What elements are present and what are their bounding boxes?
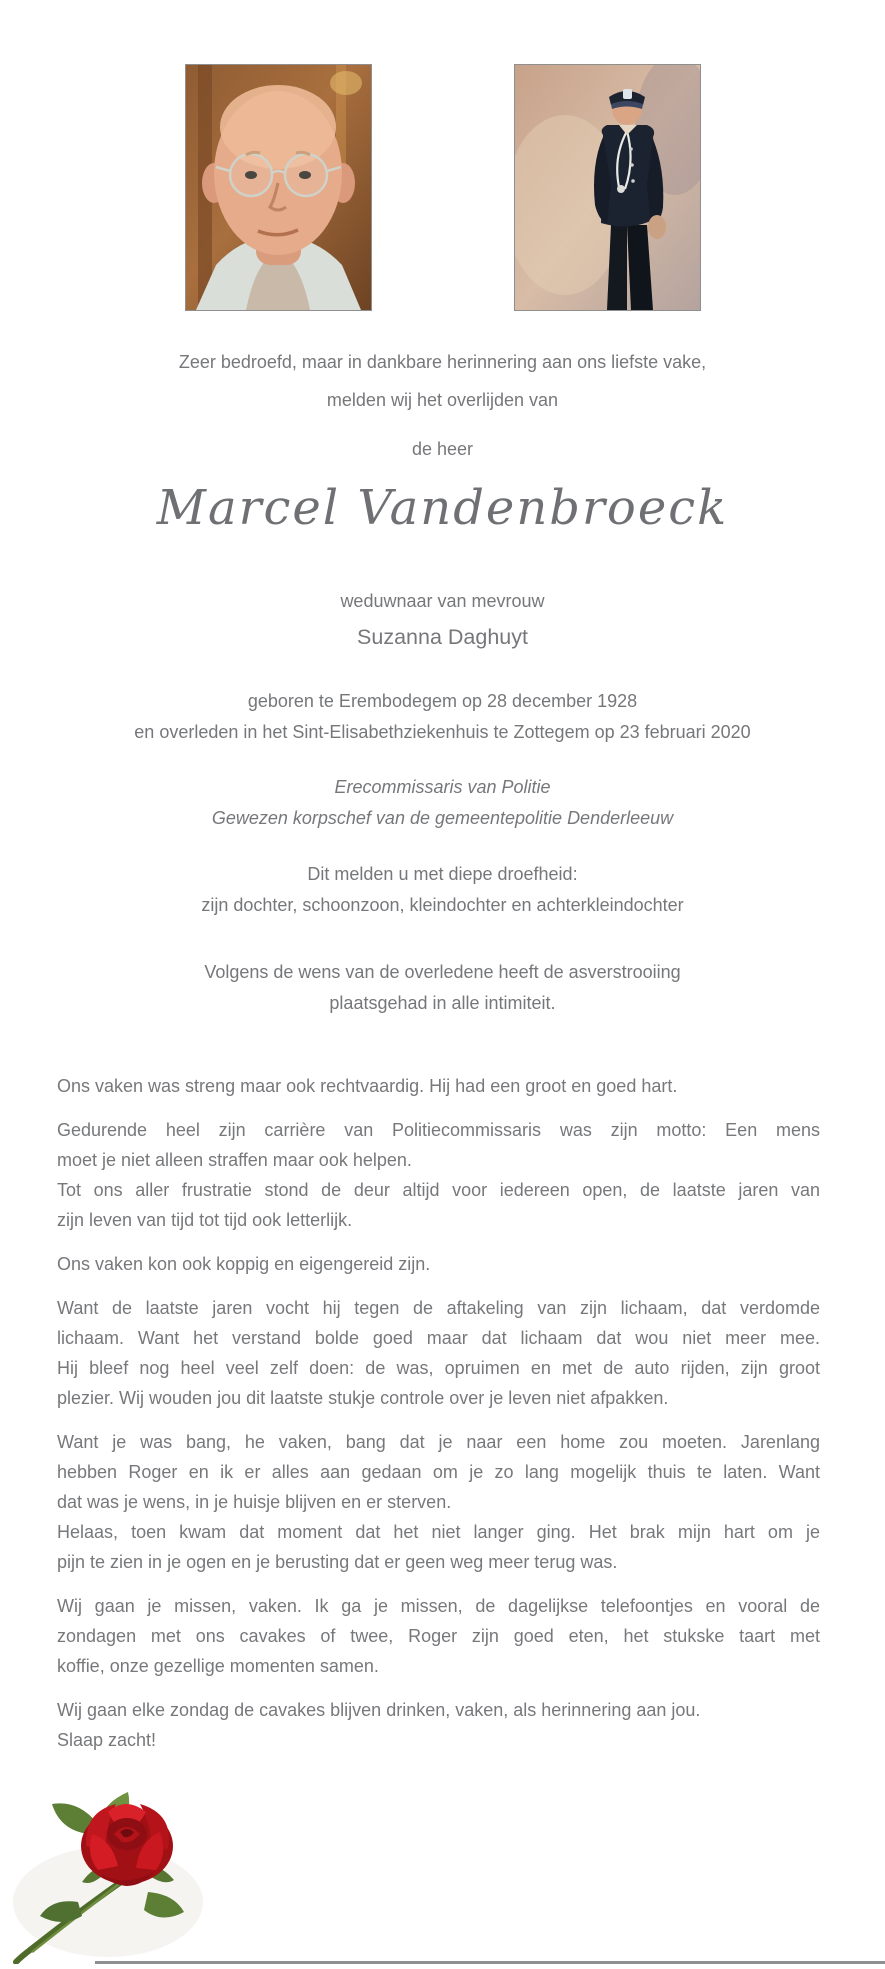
spouse-name: Suzanna Daghuyt — [357, 625, 528, 649]
eulogy-line: Want de laatste jaren vocht hij tegen de aftakeling van zijn lichaam, dat verdomde — [57, 1298, 820, 1318]
wishes-lines — [0, 957, 885, 1019]
eulogy-line: Wij gaan je missen, vaken. Ik ga je missen, de dagelijkse telefoontjes en vooral de — [57, 1596, 820, 1616]
eulogy-paragraph — [57, 1293, 820, 1413]
eulogy-line: Want je was bang, he vaken, bang dat je naar een home zou moeten. Jarenlang — [57, 1432, 820, 1452]
eulogy-line: Gedurende heel zijn carrière van Politiecommissaris was zijn motto: Een mens — [57, 1120, 820, 1140]
title-line-2: Gewezen korpschef van de gemeentepolitie Denderleeuw — [211, 808, 674, 828]
eulogy-paragraph — [57, 1427, 820, 1577]
born-line: geboren te Erembodegem op 28 december 1928 — [247, 691, 638, 711]
eulogy-line: zijn leven van tijd tot tijd ook letterlijk. — [57, 1210, 353, 1230]
eulogy-text — [57, 1071, 820, 1755]
eulogy-paragraph — [57, 1695, 820, 1755]
eulogy-line: Wij gaan elke zondag de cavakes blijven drinken, vaken, als herinnering aan jou. — [57, 1700, 701, 1720]
eulogy-line: Tot ons aller frustratie stond de deur altijd voor iedereen open, de laatste jaren van — [57, 1180, 820, 1200]
photos-row — [0, 0, 885, 311]
eulogy-line: zondagen met ons cavakes of twee, Roger zijn goed eten, het stukske taart met — [57, 1626, 820, 1646]
mourning-line-1: Dit melden u met diepe droefheid: — [307, 864, 578, 884]
title-line-1: Erecommissaris van Politie — [334, 777, 551, 797]
eulogy-paragraph — [57, 1591, 820, 1681]
honorary-titles — [0, 772, 885, 834]
mourning-line-2: zijn dochter, schoonzoon, kleindochter en achterkleindochter — [201, 895, 684, 915]
birth-death-lines — [0, 686, 885, 748]
eulogy-line: plezier. Wij wouden jou dit laatste stukje controle over je leven niet afpakken. — [57, 1388, 669, 1408]
wishes-line-2: plaatsgehad in alle intimiteit. — [329, 993, 556, 1013]
intro-line-2: melden wij het overlijden van — [326, 390, 559, 410]
eulogy-paragraph — [57, 1071, 820, 1101]
eulogy-paragraph — [57, 1249, 820, 1279]
eulogy-line: Helaas, toen kwam dat moment dat het niet langer ging. Het brak mijn hart om je — [57, 1522, 820, 1542]
eulogy-line: Hij bleef nog heel veel zelf doen: de was, opruimen en met de auto rijden, zijn groot — [57, 1358, 820, 1378]
eulogy-line: lichaam. Want het verstand bolde goed maar dat lichaam dat wou niet meer mee. — [57, 1328, 820, 1348]
eulogy-paragraph — [57, 1115, 820, 1235]
eulogy-line: dat was je wens, in je huisje blijven en er sterven. — [57, 1492, 452, 1512]
intro-text — [0, 343, 885, 419]
wishes-line-1: Volgens de wens van de overledene heeft de asverstrooiing — [204, 962, 681, 982]
intro-line-1: Zeer bedroefd, maar in dankbare herinnering aan ons liefste vake, — [178, 352, 707, 372]
eulogy-line: Ons vaken was streng maar ook rechtvaardig. Hij had een groot en goed hart. — [57, 1076, 678, 1096]
bottom-rule — [95, 1961, 885, 1964]
mourning-lines — [0, 859, 885, 921]
eulogy-line: hebben Roger en ik er alles aan gedaan om je zo lang mogelijk thuis te laten. Want — [57, 1462, 820, 1482]
rose-image — [8, 1782, 243, 1964]
uniform-photo — [514, 64, 701, 311]
salutation: de heer — [411, 439, 474, 459]
eulogy-line: koffie, onze gezellige momenten samen. — [57, 1656, 379, 1676]
portrait-photo — [185, 64, 372, 311]
eulogy-line: moet je niet alleen straffen maar ook helpen. — [57, 1150, 412, 1170]
died-line: en overleden in het Sint-Elisabethziekenhuis te Zottegem op 23 februari 2020 — [134, 722, 751, 742]
portrait-photo-image — [186, 65, 371, 310]
deceased-name: Marcel Vandenbroeck — [156, 480, 729, 536]
uniform-photo-image — [515, 65, 700, 310]
widower-line: weduwnaar van mevrouw — [340, 591, 545, 611]
eulogy-line: pijn te zien in je ogen en je berusting dat er geen weg meer terug was. — [57, 1552, 618, 1572]
eulogy-line: Slaap zacht! — [57, 1730, 157, 1750]
eulogy-line: Ons vaken kon ook koppig en eigengereid zijn. — [57, 1254, 431, 1274]
